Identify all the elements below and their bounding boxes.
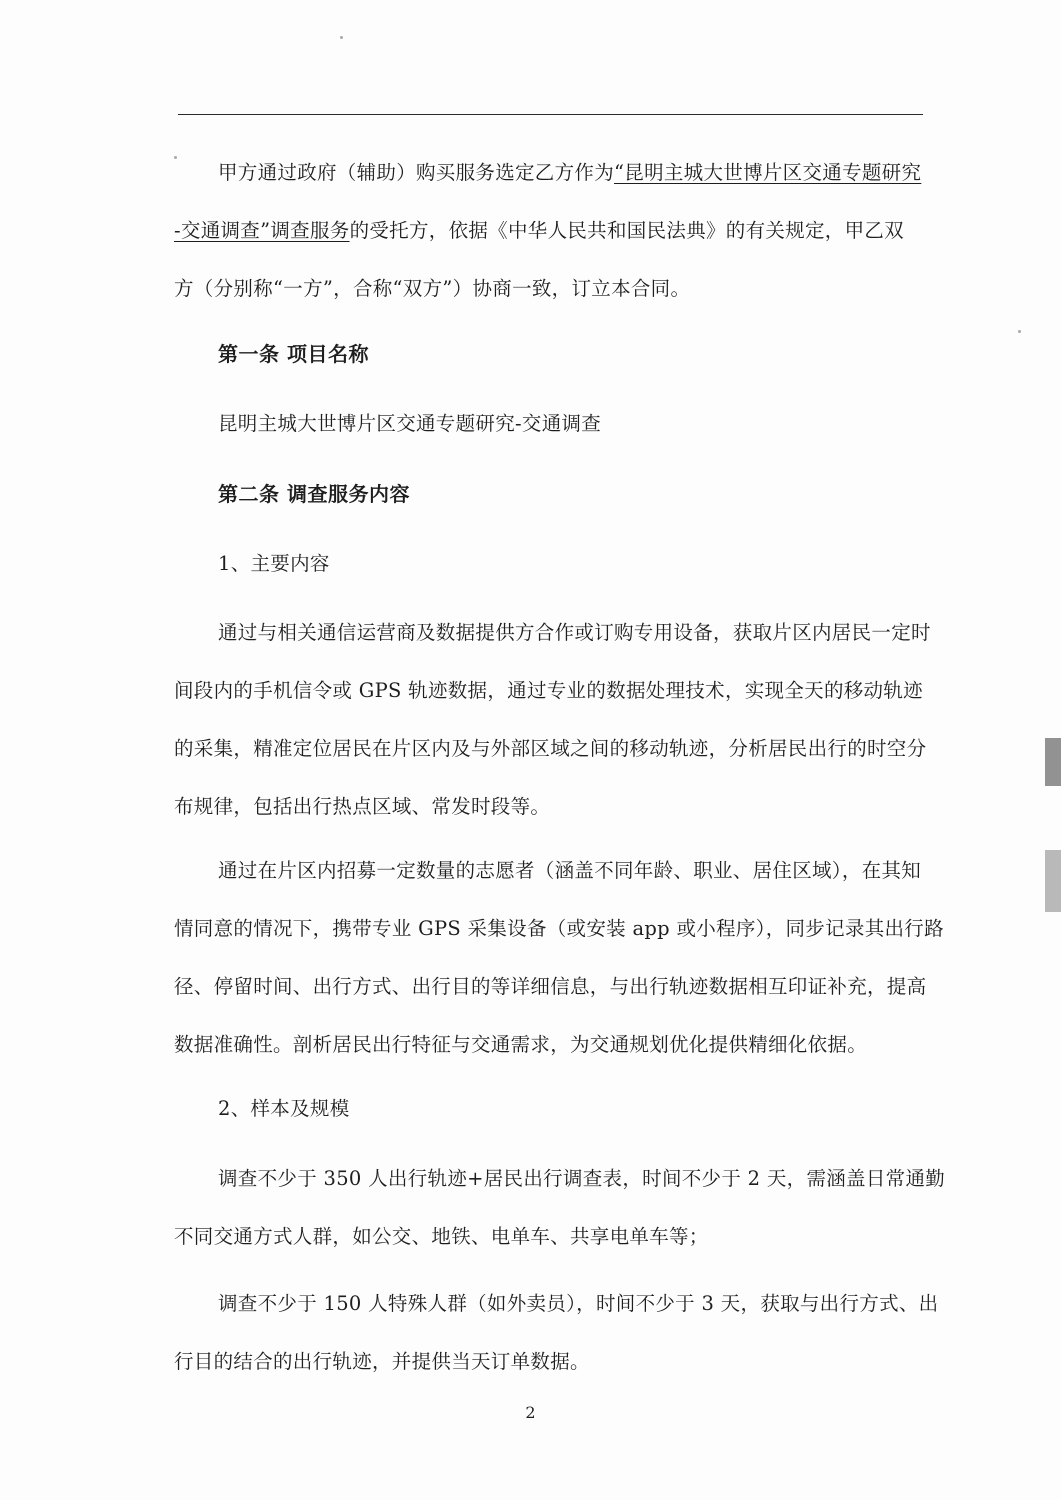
paragraph-sample-2	[174, 1275, 939, 1391]
paragraph-line: 行目的结合的出行轨迹，并提供当天订单数据。	[174, 1350, 590, 1373]
paragraph-line: 径、停留时间、出行方式、出行目的等详细信息，与出行轨迹数据相互印证补充，提高	[174, 975, 927, 998]
section-1-title: 1、主要内容	[218, 552, 330, 575]
paragraph-line: 数据准确性。剖析居民出行特征与交通需求，为交通规划优化提供精细化依据。	[174, 1033, 868, 1056]
article-2-heading: 第二条 调查服务内容	[218, 482, 410, 506]
page-number: 2	[525, 1403, 536, 1422]
paragraph-line: 不同交通方式人群，如公交、地铁、电单车、共享电单车等；	[174, 1225, 709, 1248]
scan-speck	[174, 156, 177, 159]
project-name: 昆明主城大世博片区交通专题研究-交通调查	[218, 412, 602, 435]
article-1-heading: 第一条 项目名称	[218, 342, 369, 366]
paragraph-sample-1	[174, 1150, 946, 1266]
service-title-underlined: -交通调查”调查服务	[174, 219, 350, 242]
scan-edge-mark	[1045, 738, 1061, 786]
project-title-underlined: “昆明主城大世博片区交通专题研究	[614, 161, 922, 184]
intro-paragraph	[174, 144, 922, 318]
paragraph-line: 间段内的手机信令或 GPS 轨迹数据，通过专业的数据处理技术，实现全天的移动轨迹	[174, 679, 923, 702]
paragraph-line: 的采集，精准定位居民在片区内及与外部区域之间的移动轨迹，分析居民出行的时空分	[174, 737, 927, 760]
scan-speck	[1018, 330, 1021, 333]
paragraph-line: 布规律，包括出行热点区域、常发时段等。	[174, 795, 551, 818]
paragraph-line: 调查不少于 350 人出行轨迹+居民出行调查表，时间不少于 2 天，需涵盖日常通勤	[218, 1167, 946, 1190]
paragraph-main-content-2	[174, 842, 944, 1074]
paragraph-line: 通过与相关通信运营商及数据提供方合作或订购专用设备，获取片区内居民一定时	[218, 621, 931, 644]
scan-speck	[340, 36, 343, 39]
intro-line-1	[174, 144, 922, 202]
intro-text: 的受托方，依据《中华人民共和国民法典》的有关规定，甲乙双	[349, 219, 904, 242]
scan-edge-mark	[1045, 850, 1061, 912]
intro-text: 甲方通过政府（辅助）购买服务选定乙方作为	[218, 161, 615, 184]
section-2-title: 2、样本及规模	[218, 1097, 350, 1120]
paragraph-line: 通过在片区内招募一定数量的志愿者（涵盖不同年龄、职业、居住区域），在其知	[218, 859, 922, 882]
intro-line-2	[174, 202, 919, 260]
paragraph-line: 情同意的情况下，携带专业 GPS 采集设备（或安装 app 或小程序），同步记录其出行路	[174, 917, 944, 940]
paragraph-line: 调查不少于 150 人特殊人群（如外卖员），时间不少于 3 天，获取与出行方式、出	[218, 1292, 939, 1315]
intro-line-3: 方（分别称“一方”，合称“双方”）协商一致，订立本合同。	[174, 277, 691, 300]
paragraph-main-content-1	[174, 604, 931, 836]
header-rule	[178, 114, 923, 115]
